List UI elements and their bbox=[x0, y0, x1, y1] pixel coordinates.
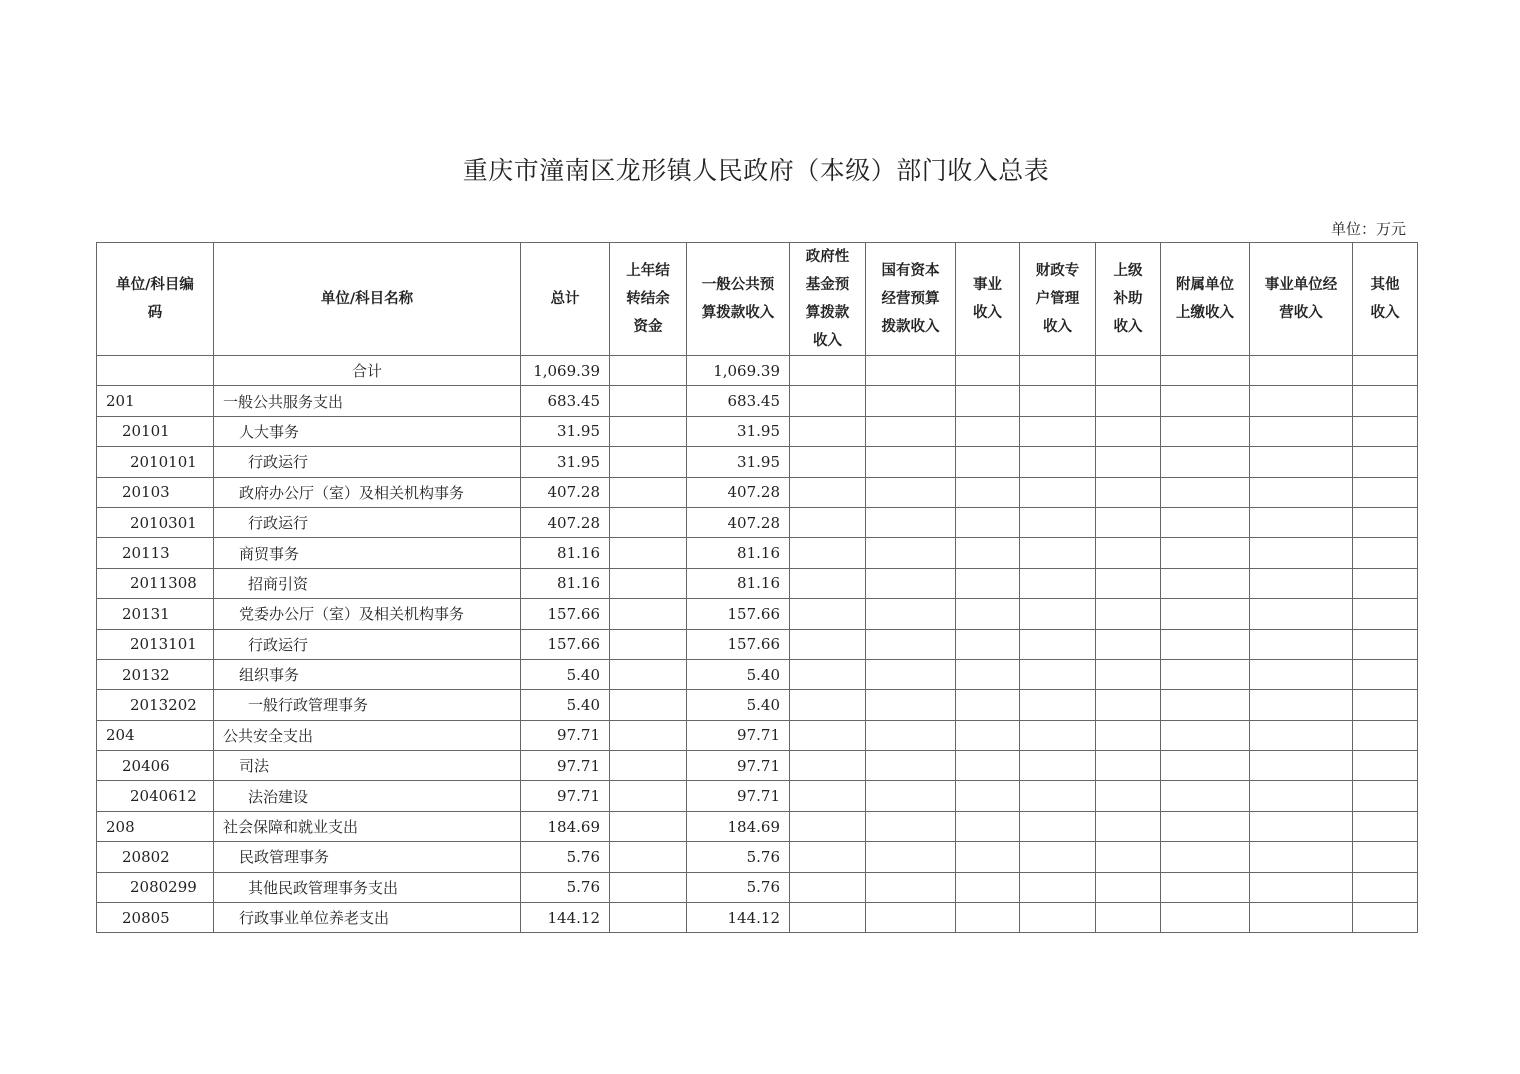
business-income-cell bbox=[956, 416, 1020, 446]
name-cell: 政府办公厅（室）及相关机构事务 bbox=[214, 477, 521, 507]
state-capital-cell bbox=[866, 720, 956, 750]
general-budget-cell: 683.45 bbox=[687, 386, 790, 416]
total-cell: 97.71 bbox=[521, 720, 610, 750]
other-income-cell bbox=[1353, 568, 1418, 598]
other-income-cell bbox=[1353, 629, 1418, 659]
header-carryover: 上年结转结余资金 bbox=[610, 243, 687, 356]
affiliated-unit-cell bbox=[1161, 538, 1250, 568]
table-row bbox=[97, 751, 1418, 781]
general-budget-cell: 97.71 bbox=[687, 781, 790, 811]
operating-income-cell bbox=[1250, 751, 1353, 781]
carryover-cell bbox=[610, 507, 687, 537]
header-name: 单位/科目名称 bbox=[214, 243, 521, 356]
gov-fund-cell bbox=[790, 720, 866, 750]
superior-subsidy-cell bbox=[1096, 781, 1161, 811]
state-capital-cell bbox=[866, 872, 956, 902]
business-income-cell bbox=[956, 903, 1020, 933]
gov-fund-cell bbox=[790, 690, 866, 720]
business-income-cell bbox=[956, 629, 1020, 659]
superior-subsidy-cell bbox=[1096, 477, 1161, 507]
state-capital-cell bbox=[866, 629, 956, 659]
total-cell: 5.40 bbox=[521, 659, 610, 689]
general-budget-cell: 31.95 bbox=[687, 447, 790, 477]
carryover-cell bbox=[610, 447, 687, 477]
special-account-cell bbox=[1020, 781, 1096, 811]
superior-subsidy-cell bbox=[1096, 903, 1161, 933]
state-capital-cell bbox=[866, 842, 956, 872]
carryover-cell bbox=[610, 872, 687, 902]
superior-subsidy-cell bbox=[1096, 720, 1161, 750]
business-income-cell bbox=[956, 477, 1020, 507]
general-budget-cell: 97.71 bbox=[687, 751, 790, 781]
header-code: 单位/科目编码 bbox=[97, 243, 214, 356]
affiliated-unit-cell bbox=[1161, 356, 1250, 386]
special-account-cell bbox=[1020, 903, 1096, 933]
income-table bbox=[96, 242, 1418, 933]
special-account-cell bbox=[1020, 356, 1096, 386]
business-income-cell bbox=[956, 599, 1020, 629]
superior-subsidy-cell bbox=[1096, 751, 1161, 781]
general-budget-cell: 81.16 bbox=[687, 568, 790, 598]
other-income-cell bbox=[1353, 477, 1418, 507]
gov-fund-cell bbox=[790, 599, 866, 629]
other-income-cell bbox=[1353, 842, 1418, 872]
general-budget-cell: 407.28 bbox=[687, 507, 790, 537]
total-cell: 97.71 bbox=[521, 781, 610, 811]
state-capital-cell bbox=[866, 781, 956, 811]
affiliated-unit-cell bbox=[1161, 477, 1250, 507]
other-income-cell bbox=[1353, 356, 1418, 386]
other-income-cell bbox=[1353, 811, 1418, 841]
operating-income-cell bbox=[1250, 659, 1353, 689]
business-income-cell bbox=[956, 751, 1020, 781]
general-budget-cell: 407.28 bbox=[687, 477, 790, 507]
other-income-cell bbox=[1353, 447, 1418, 477]
state-capital-cell bbox=[866, 507, 956, 537]
special-account-cell bbox=[1020, 751, 1096, 781]
gov-fund-cell bbox=[790, 659, 866, 689]
table-row bbox=[97, 659, 1418, 689]
affiliated-unit-cell bbox=[1161, 751, 1250, 781]
total-cell: 683.45 bbox=[521, 386, 610, 416]
business-income-cell bbox=[956, 842, 1020, 872]
affiliated-unit-cell bbox=[1161, 568, 1250, 598]
state-capital-cell bbox=[866, 356, 956, 386]
superior-subsidy-cell bbox=[1096, 811, 1161, 841]
carryover-cell bbox=[610, 629, 687, 659]
total-cell: 81.16 bbox=[521, 538, 610, 568]
special-account-cell bbox=[1020, 507, 1096, 537]
code-cell: 2040612 bbox=[97, 781, 214, 811]
business-income-cell bbox=[956, 447, 1020, 477]
table-row bbox=[97, 599, 1418, 629]
carryover-cell bbox=[610, 538, 687, 568]
code-cell: 201 bbox=[97, 386, 214, 416]
general-budget-cell: 5.40 bbox=[687, 659, 790, 689]
name-cell: 其他民政管理事务支出 bbox=[214, 872, 521, 902]
superior-subsidy-cell bbox=[1096, 599, 1161, 629]
total-cell: 31.95 bbox=[521, 416, 610, 446]
other-income-cell bbox=[1353, 690, 1418, 720]
carryover-cell bbox=[610, 599, 687, 629]
table-row bbox=[97, 811, 1418, 841]
affiliated-unit-cell bbox=[1161, 872, 1250, 902]
superior-subsidy-cell bbox=[1096, 416, 1161, 446]
header-state-capital: 国有资本经营预算拨款收入 bbox=[866, 243, 956, 356]
affiliated-unit-cell bbox=[1161, 629, 1250, 659]
name-cell: 合计 bbox=[214, 356, 521, 386]
table-row bbox=[97, 416, 1418, 446]
affiliated-unit-cell bbox=[1161, 690, 1250, 720]
state-capital-cell bbox=[866, 811, 956, 841]
general-budget-cell: 5.40 bbox=[687, 690, 790, 720]
affiliated-unit-cell bbox=[1161, 599, 1250, 629]
unit-label: 单位：万元 bbox=[1330, 220, 1406, 238]
code-cell: 20113 bbox=[97, 538, 214, 568]
other-income-cell bbox=[1353, 903, 1418, 933]
operating-income-cell bbox=[1250, 811, 1353, 841]
other-income-cell bbox=[1353, 659, 1418, 689]
gov-fund-cell bbox=[790, 447, 866, 477]
general-budget-cell: 157.66 bbox=[687, 599, 790, 629]
carryover-cell bbox=[610, 781, 687, 811]
code-cell: 2010101 bbox=[97, 447, 214, 477]
total-cell: 5.76 bbox=[521, 872, 610, 902]
affiliated-unit-cell bbox=[1161, 720, 1250, 750]
business-income-cell bbox=[956, 872, 1020, 902]
business-income-cell bbox=[956, 386, 1020, 416]
other-income-cell bbox=[1353, 416, 1418, 446]
state-capital-cell bbox=[866, 568, 956, 598]
business-income-cell bbox=[956, 356, 1020, 386]
other-income-cell bbox=[1353, 872, 1418, 902]
name-cell: 商贸事务 bbox=[214, 538, 521, 568]
table-row bbox=[97, 538, 1418, 568]
affiliated-unit-cell bbox=[1161, 903, 1250, 933]
total-cell: 407.28 bbox=[521, 507, 610, 537]
carryover-cell bbox=[610, 477, 687, 507]
carryover-cell bbox=[610, 416, 687, 446]
state-capital-cell bbox=[866, 477, 956, 507]
operating-income-cell bbox=[1250, 416, 1353, 446]
affiliated-unit-cell bbox=[1161, 386, 1250, 416]
state-capital-cell bbox=[866, 386, 956, 416]
gov-fund-cell bbox=[790, 538, 866, 568]
name-cell: 组织事务 bbox=[214, 659, 521, 689]
special-account-cell bbox=[1020, 659, 1096, 689]
other-income-cell bbox=[1353, 751, 1418, 781]
table-body bbox=[97, 356, 1418, 933]
carryover-cell bbox=[610, 751, 687, 781]
carryover-cell bbox=[610, 842, 687, 872]
table-row bbox=[97, 386, 1418, 416]
total-cell: 184.69 bbox=[521, 811, 610, 841]
affiliated-unit-cell bbox=[1161, 507, 1250, 537]
total-cell: 1,069.39 bbox=[521, 356, 610, 386]
header-operating-income: 事业单位经营收入 bbox=[1250, 243, 1353, 356]
superior-subsidy-cell bbox=[1096, 386, 1161, 416]
affiliated-unit-cell bbox=[1161, 416, 1250, 446]
special-account-cell bbox=[1020, 872, 1096, 902]
code-cell: 2013202 bbox=[97, 690, 214, 720]
general-budget-cell: 5.76 bbox=[687, 872, 790, 902]
name-cell: 社会保障和就业支出 bbox=[214, 811, 521, 841]
header-affiliated-unit: 附属单位上缴收入 bbox=[1161, 243, 1250, 356]
table-row bbox=[97, 842, 1418, 872]
special-account-cell bbox=[1020, 690, 1096, 720]
affiliated-unit-cell bbox=[1161, 781, 1250, 811]
carryover-cell bbox=[610, 659, 687, 689]
business-income-cell bbox=[956, 538, 1020, 568]
total-cell: 5.76 bbox=[521, 842, 610, 872]
other-income-cell bbox=[1353, 599, 1418, 629]
name-cell: 行政事业单位养老支出 bbox=[214, 903, 521, 933]
special-account-cell bbox=[1020, 447, 1096, 477]
table-row bbox=[97, 568, 1418, 598]
table-row bbox=[97, 781, 1418, 811]
page-title: 重庆市潼南区龙形镇人民政府（本级）部门收入总表 bbox=[462, 156, 1050, 185]
affiliated-unit-cell bbox=[1161, 447, 1250, 477]
header-total: 总计 bbox=[521, 243, 610, 356]
other-income-cell bbox=[1353, 386, 1418, 416]
business-income-cell bbox=[956, 690, 1020, 720]
special-account-cell bbox=[1020, 568, 1096, 598]
operating-income-cell bbox=[1250, 720, 1353, 750]
code-cell: 2010301 bbox=[97, 507, 214, 537]
special-account-cell bbox=[1020, 629, 1096, 659]
general-budget-cell: 97.71 bbox=[687, 720, 790, 750]
carryover-cell bbox=[610, 720, 687, 750]
state-capital-cell bbox=[866, 690, 956, 720]
total-cell: 31.95 bbox=[521, 447, 610, 477]
total-cell: 81.16 bbox=[521, 568, 610, 598]
general-budget-cell: 144.12 bbox=[687, 903, 790, 933]
superior-subsidy-cell bbox=[1096, 690, 1161, 720]
gov-fund-cell bbox=[790, 416, 866, 446]
special-account-cell bbox=[1020, 720, 1096, 750]
name-cell: 招商引资 bbox=[214, 568, 521, 598]
operating-income-cell bbox=[1250, 599, 1353, 629]
name-cell: 法治建设 bbox=[214, 781, 521, 811]
operating-income-cell bbox=[1250, 690, 1353, 720]
gov-fund-cell bbox=[790, 386, 866, 416]
other-income-cell bbox=[1353, 507, 1418, 537]
carryover-cell bbox=[610, 690, 687, 720]
operating-income-cell bbox=[1250, 903, 1353, 933]
header-other-income: 其他收入 bbox=[1353, 243, 1418, 356]
other-income-cell bbox=[1353, 781, 1418, 811]
code-cell: 20131 bbox=[97, 599, 214, 629]
affiliated-unit-cell bbox=[1161, 842, 1250, 872]
carryover-cell bbox=[610, 811, 687, 841]
table-row bbox=[97, 507, 1418, 537]
business-income-cell bbox=[956, 507, 1020, 537]
total-cell: 407.28 bbox=[521, 477, 610, 507]
superior-subsidy-cell bbox=[1096, 356, 1161, 386]
special-account-cell bbox=[1020, 386, 1096, 416]
gov-fund-cell bbox=[790, 872, 866, 902]
other-income-cell bbox=[1353, 538, 1418, 568]
special-account-cell bbox=[1020, 811, 1096, 841]
carryover-cell bbox=[610, 568, 687, 598]
general-budget-cell: 157.66 bbox=[687, 629, 790, 659]
gov-fund-cell bbox=[790, 568, 866, 598]
name-cell: 人大事务 bbox=[214, 416, 521, 446]
superior-subsidy-cell bbox=[1096, 447, 1161, 477]
general-budget-cell: 1,069.39 bbox=[687, 356, 790, 386]
table-row bbox=[97, 356, 1418, 386]
header-business-income: 事业收入 bbox=[956, 243, 1020, 356]
gov-fund-cell bbox=[790, 507, 866, 537]
code-cell: 2011308 bbox=[97, 568, 214, 598]
code-cell: 20802 bbox=[97, 842, 214, 872]
business-income-cell bbox=[956, 811, 1020, 841]
special-account-cell bbox=[1020, 599, 1096, 629]
name-cell: 司法 bbox=[214, 751, 521, 781]
operating-income-cell bbox=[1250, 629, 1353, 659]
code-cell: 204 bbox=[97, 720, 214, 750]
general-budget-cell: 184.69 bbox=[687, 811, 790, 841]
operating-income-cell bbox=[1250, 447, 1353, 477]
operating-income-cell bbox=[1250, 356, 1353, 386]
header-special-account: 财政专户管理收入 bbox=[1020, 243, 1096, 356]
code-cell: 20103 bbox=[97, 477, 214, 507]
business-income-cell bbox=[956, 720, 1020, 750]
table-row bbox=[97, 690, 1418, 720]
carryover-cell bbox=[610, 903, 687, 933]
table-header-row bbox=[97, 243, 1418, 356]
carryover-cell bbox=[610, 386, 687, 416]
special-account-cell bbox=[1020, 416, 1096, 446]
total-cell: 97.71 bbox=[521, 751, 610, 781]
carryover-cell bbox=[610, 356, 687, 386]
code-cell: 208 bbox=[97, 811, 214, 841]
total-cell: 157.66 bbox=[521, 599, 610, 629]
gov-fund-cell bbox=[790, 781, 866, 811]
header-gov-fund: 政府性基金预算拨款收入 bbox=[790, 243, 866, 356]
code-cell: 2013101 bbox=[97, 629, 214, 659]
gov-fund-cell bbox=[790, 356, 866, 386]
gov-fund-cell bbox=[790, 629, 866, 659]
operating-income-cell bbox=[1250, 386, 1353, 416]
special-account-cell bbox=[1020, 538, 1096, 568]
table-row bbox=[97, 872, 1418, 902]
affiliated-unit-cell bbox=[1161, 659, 1250, 689]
general-budget-cell: 81.16 bbox=[687, 538, 790, 568]
gov-fund-cell bbox=[790, 811, 866, 841]
state-capital-cell bbox=[866, 599, 956, 629]
name-cell: 行政运行 bbox=[214, 507, 521, 537]
general-budget-cell: 31.95 bbox=[687, 416, 790, 446]
table-row bbox=[97, 720, 1418, 750]
table-row bbox=[97, 903, 1418, 933]
special-account-cell bbox=[1020, 477, 1096, 507]
state-capital-cell bbox=[866, 659, 956, 689]
state-capital-cell bbox=[866, 447, 956, 477]
name-cell: 行政运行 bbox=[214, 447, 521, 477]
name-cell: 行政运行 bbox=[214, 629, 521, 659]
operating-income-cell bbox=[1250, 507, 1353, 537]
operating-income-cell bbox=[1250, 842, 1353, 872]
gov-fund-cell bbox=[790, 477, 866, 507]
total-cell: 5.40 bbox=[521, 690, 610, 720]
gov-fund-cell bbox=[790, 842, 866, 872]
code-cell: 20101 bbox=[97, 416, 214, 446]
total-cell: 144.12 bbox=[521, 903, 610, 933]
state-capital-cell bbox=[866, 751, 956, 781]
general-budget-cell: 5.76 bbox=[687, 842, 790, 872]
table-row bbox=[97, 629, 1418, 659]
code-cell: 20805 bbox=[97, 903, 214, 933]
gov-fund-cell bbox=[790, 903, 866, 933]
header-superior-subsidy: 上级补助收入 bbox=[1096, 243, 1161, 356]
state-capital-cell bbox=[866, 903, 956, 933]
state-capital-cell bbox=[866, 538, 956, 568]
affiliated-unit-cell bbox=[1161, 811, 1250, 841]
name-cell: 一般行政管理事务 bbox=[214, 690, 521, 720]
operating-income-cell bbox=[1250, 872, 1353, 902]
gov-fund-cell bbox=[790, 751, 866, 781]
superior-subsidy-cell bbox=[1096, 538, 1161, 568]
name-cell: 民政管理事务 bbox=[214, 842, 521, 872]
superior-subsidy-cell bbox=[1096, 659, 1161, 689]
operating-income-cell bbox=[1250, 538, 1353, 568]
superior-subsidy-cell bbox=[1096, 507, 1161, 537]
name-cell: 一般公共服务支出 bbox=[214, 386, 521, 416]
state-capital-cell bbox=[866, 416, 956, 446]
table-row bbox=[97, 477, 1418, 507]
code-cell bbox=[97, 356, 214, 386]
superior-subsidy-cell bbox=[1096, 568, 1161, 598]
business-income-cell bbox=[956, 781, 1020, 811]
operating-income-cell bbox=[1250, 568, 1353, 598]
special-account-cell bbox=[1020, 842, 1096, 872]
operating-income-cell bbox=[1250, 477, 1353, 507]
total-cell: 157.66 bbox=[521, 629, 610, 659]
business-income-cell bbox=[956, 659, 1020, 689]
code-cell: 20406 bbox=[97, 751, 214, 781]
superior-subsidy-cell bbox=[1096, 842, 1161, 872]
superior-subsidy-cell bbox=[1096, 872, 1161, 902]
name-cell: 公共安全支出 bbox=[214, 720, 521, 750]
code-cell: 2080299 bbox=[97, 872, 214, 902]
name-cell: 党委办公厅（室）及相关机构事务 bbox=[214, 599, 521, 629]
table-row bbox=[97, 447, 1418, 477]
operating-income-cell bbox=[1250, 781, 1353, 811]
code-cell: 20132 bbox=[97, 659, 214, 689]
business-income-cell bbox=[956, 568, 1020, 598]
other-income-cell bbox=[1353, 720, 1418, 750]
superior-subsidy-cell bbox=[1096, 629, 1161, 659]
header-general-budget: 一般公共预算拨款收入 bbox=[687, 243, 790, 356]
